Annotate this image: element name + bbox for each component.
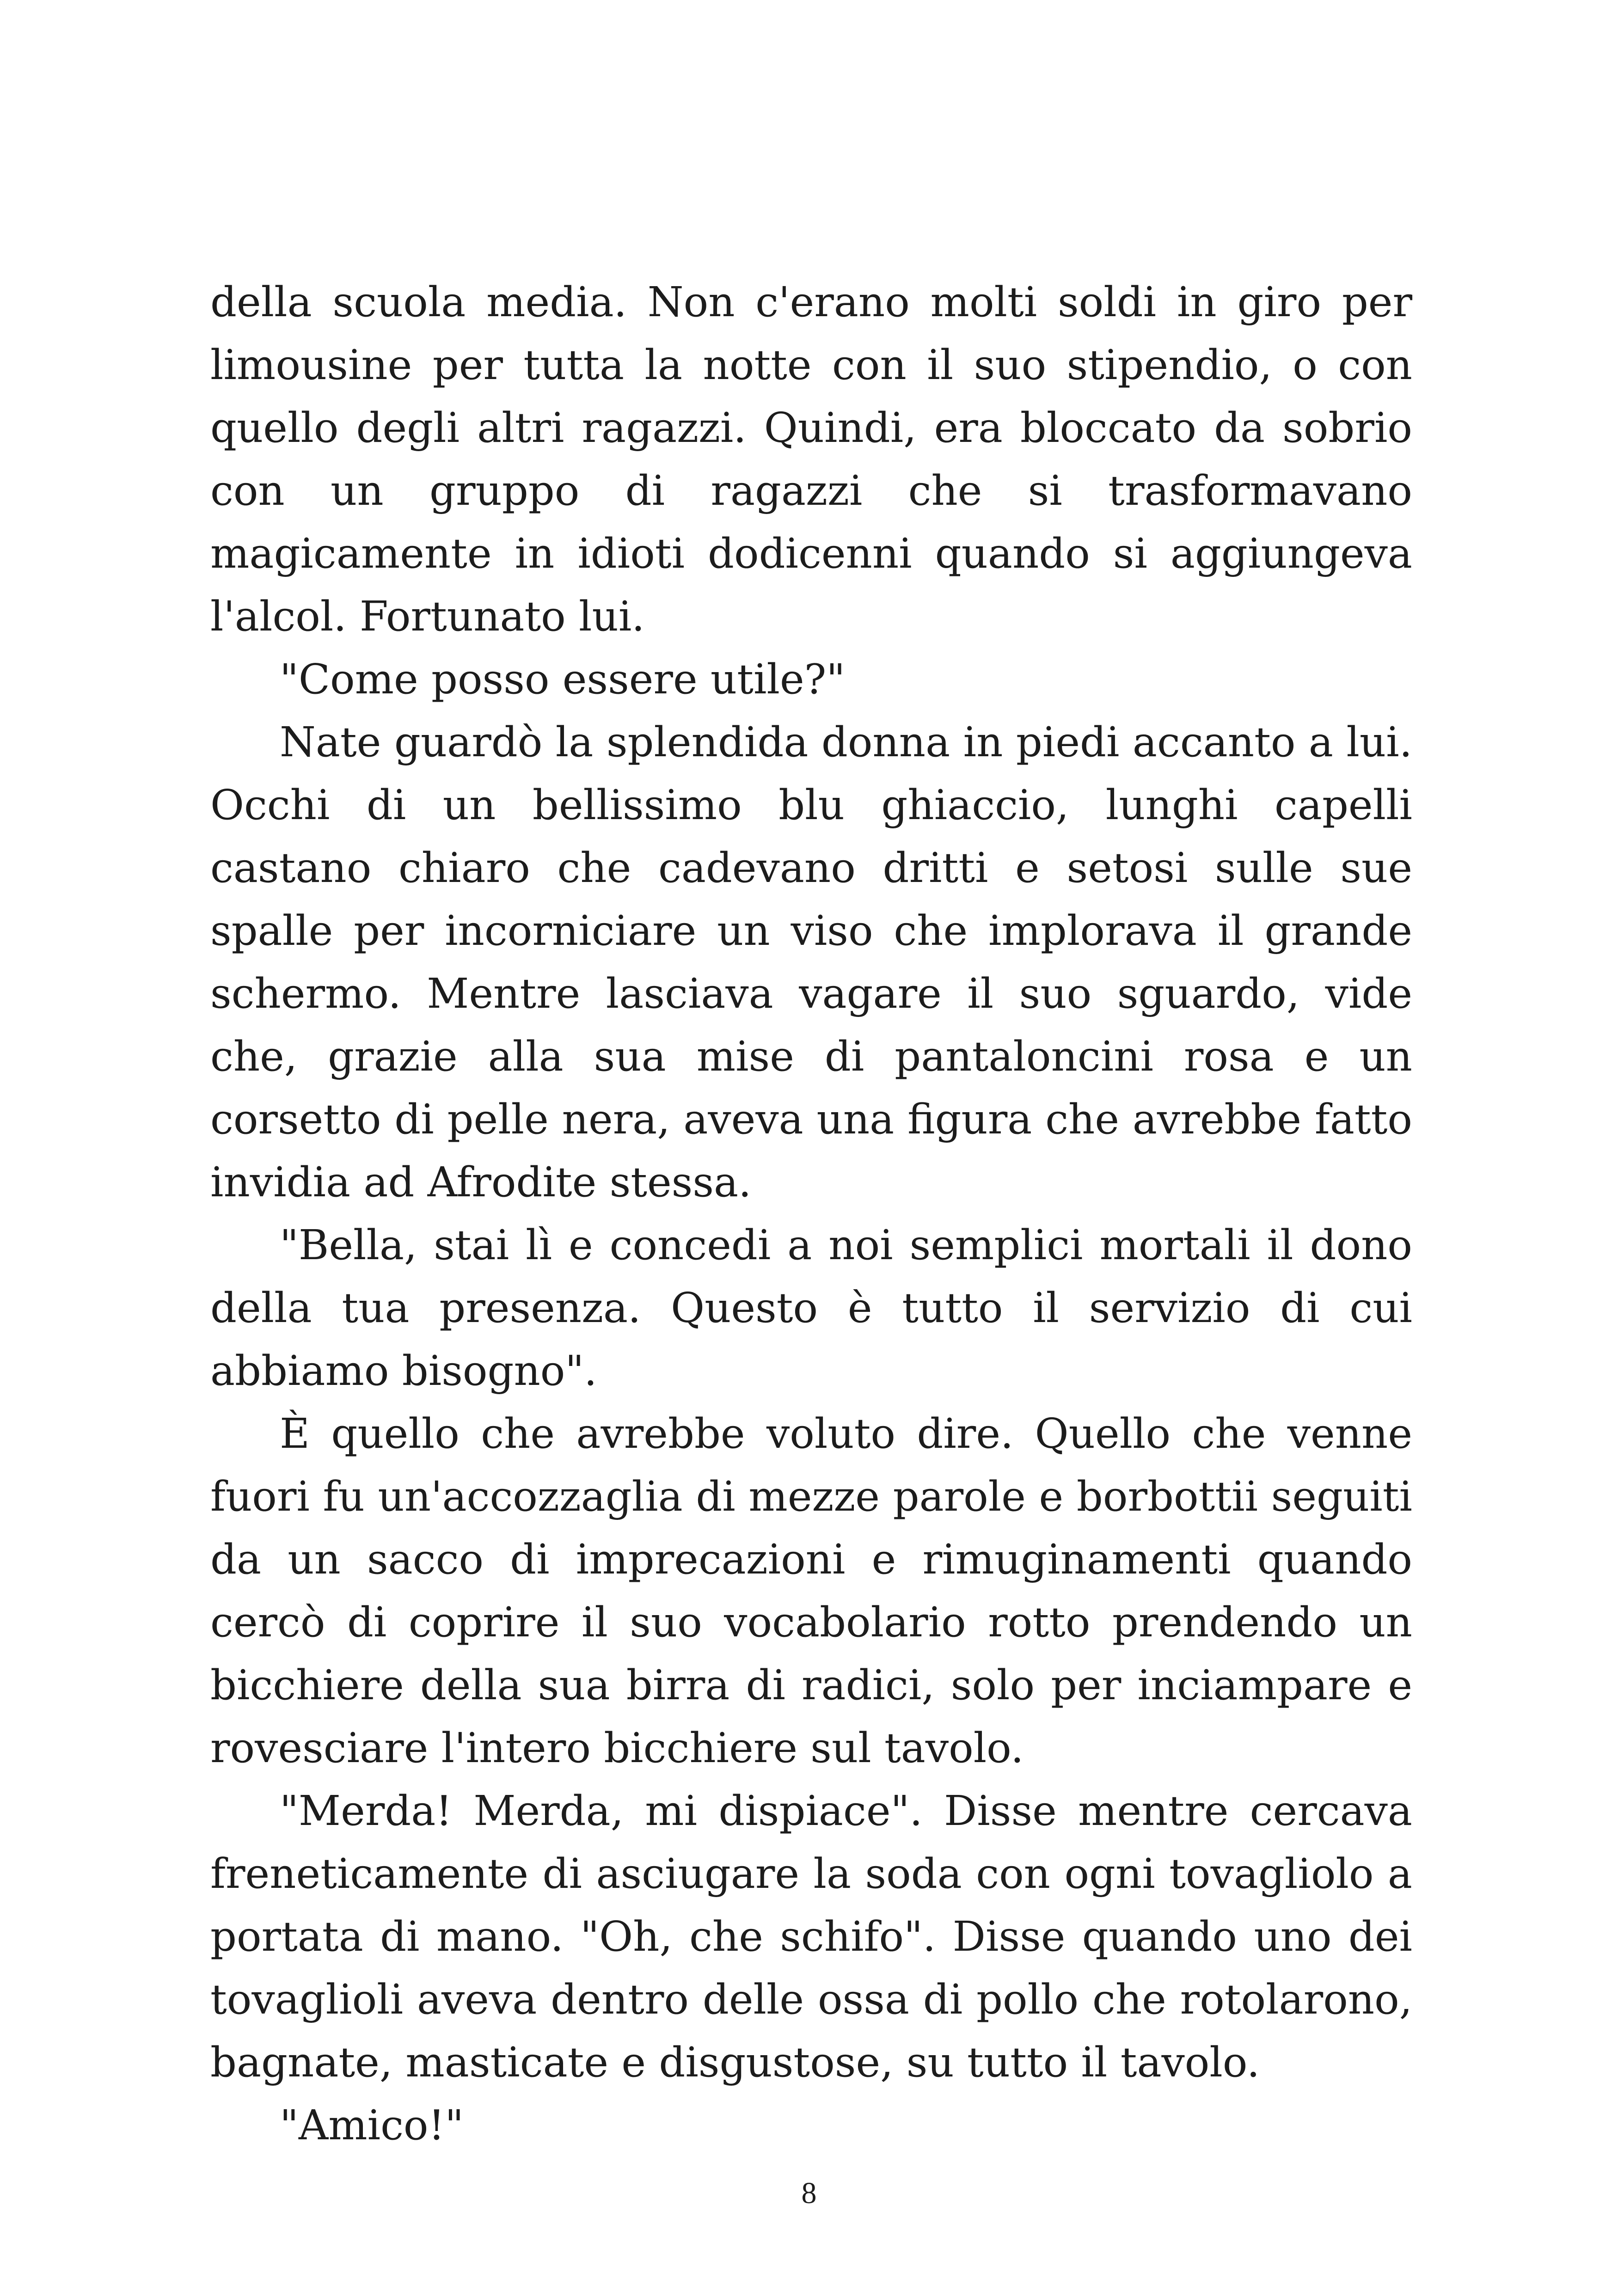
paragraph-5: È quello che avrebbe voluto dire. Quello che venne fuori fu un'accozzaglia di mezze parole e borbottii seguiti da un sacco di imprecazioni e rimuginamenti quando cercò di coprire il suo vocabolario rotto prendendo un bicchiere della sua birra di radici, solo per inciampare e rovesciare l'intero bicchiere sul tavolo. [210, 1409, 1412, 1772]
paragraph-6: "Merda! Merda, mi dispiace". Disse mentre cercava freneticamente di asciugare la soda con ogni tovagliolo a portata di mano. "Oh, che schifo". Disse quando uno dei tovaglioli aveva dentro delle ossa di pollo che rotolarono, bagnate, masticate e disgustose, su tutto il tavolo. [210, 1787, 1412, 2086]
paragraph-4: "Bella, stai lì e concedi a noi semplici mortali il dono della tua presenza. Questo è tutto il servizio di cui abbiamo bisogno". [210, 1221, 1412, 1395]
body-text [210, 270, 1412, 2156]
paragraph-1: della scuola media. Non c'erano molti soldi in giro per limousine per tutta la notte con il suo stipendio, o con quello degli altri ragazzi. Quindi, era bloccato da sobrio con un gruppo di ragazzi che si trasformavano magicamente in idioti dodicenni quando si aggiungeva l'alcol. Fortunato lui. [210, 278, 1412, 640]
paragraph-7: "Amico!" [280, 2101, 464, 2149]
page-number: 8 [801, 2176, 817, 2210]
paragraph-3: Nate guardò la splendida donna in piedi accanto a lui. Occhi di un bellissimo blu ghiaccio, lunghi capelli castano chiaro che cadevano dritti e setosi sulle sue spalle per incorniciare un viso che implorava il grande schermo. Mentre lasciava vagare il suo sguardo, vide che, grazie alla sua mise di pantaloncini rosa e un corsetto di pelle nera, aveva una figura che avrebbe fatto invidia ad Afrodite stessa. [210, 718, 1412, 1206]
paragraph-2: "Come posso essere utile?" [280, 655, 846, 703]
